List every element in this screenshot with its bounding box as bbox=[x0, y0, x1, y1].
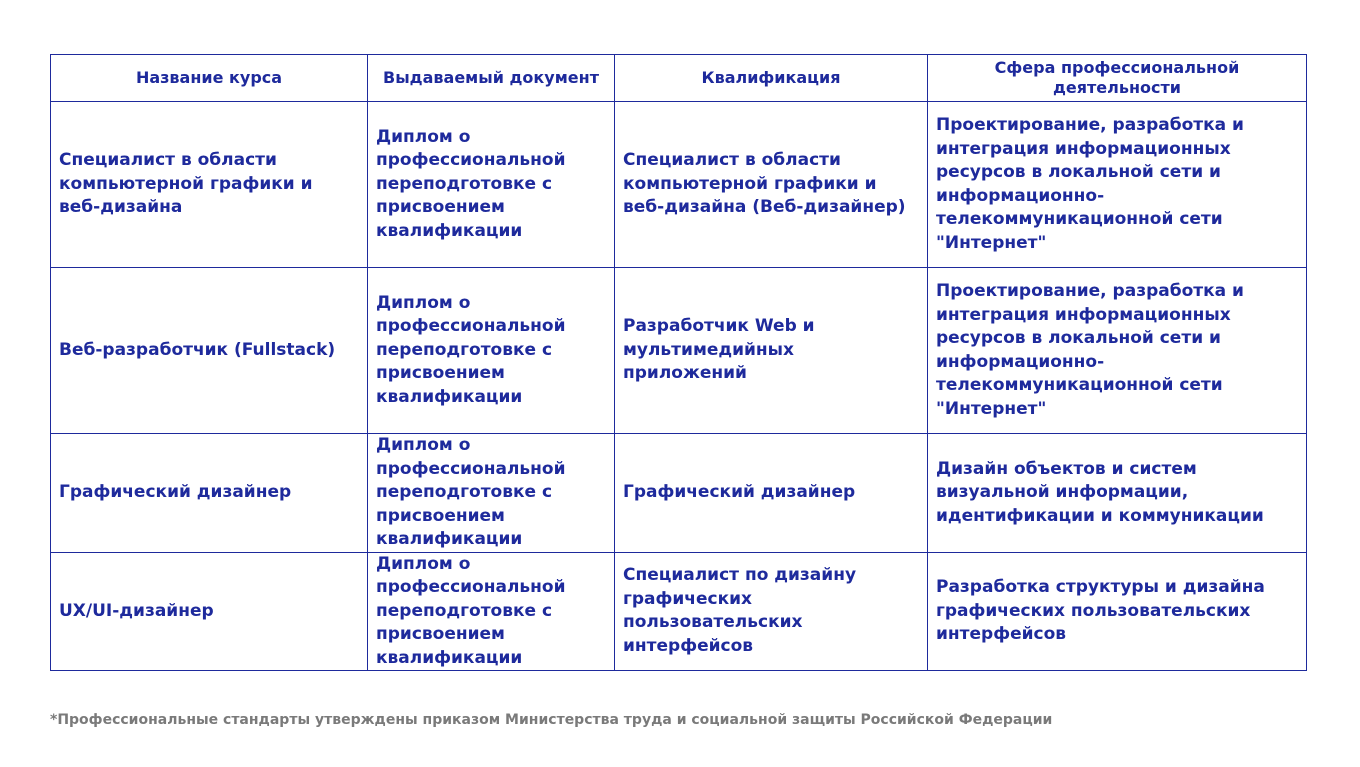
header-sphere: Сфера профессиональной деятельности bbox=[928, 55, 1307, 102]
cell-qualification: Специалист в области компьютерной графики и веб-дизайна (Веб-дизайнер) bbox=[615, 102, 928, 268]
table-row bbox=[51, 102, 1307, 268]
cell-qualification: Разработчик Web и мультимедийных приложений bbox=[615, 268, 928, 434]
cell-sphere: Разработка структуры и дизайна графических пользовательских интерфейсов bbox=[928, 552, 1307, 671]
cell-document: Диплом о профессиональной переподготовке с присвоением квалификации bbox=[368, 268, 615, 434]
cell-sphere: Дизайн объектов и систем визуальной информации, идентификации и коммуникации bbox=[928, 434, 1307, 553]
cell-course: Веб-разработчик (Fullstack) bbox=[51, 268, 368, 434]
cell-document: Диплом о профессиональной переподготовке с присвоением квалификации bbox=[368, 552, 615, 671]
cell-sphere: Проектирование, разработка и интеграция информационных ресурсов в локальной сети и информационно-телекоммуникационной сети "Интернет" bbox=[928, 102, 1307, 268]
header-document: Выдаваемый документ bbox=[368, 55, 615, 102]
cell-document: Диплом о профессиональной переподготовке с присвоением квалификации bbox=[368, 102, 615, 268]
table-row bbox=[51, 434, 1307, 553]
courses-table bbox=[50, 54, 1307, 671]
header-qualification: Квалификация bbox=[615, 55, 928, 102]
cell-course: Графический дизайнер bbox=[51, 434, 368, 553]
table-row bbox=[51, 552, 1307, 671]
footnote: *Профессиональные стандарты утверждены приказом Министерства труда и социальной защиты Российской Федерации bbox=[50, 712, 1053, 728]
cell-qualification: Специалист по дизайну графических пользовательских интерфейсов bbox=[615, 552, 928, 671]
cell-document: Диплом о профессиональной переподготовке с присвоением квалификации bbox=[368, 434, 615, 553]
table-header-row bbox=[51, 55, 1307, 102]
cell-course: Специалист в области компьютерной графики и веб-дизайна bbox=[51, 102, 368, 268]
cell-sphere: Проектирование, разработка и интеграция информационных ресурсов в локальной сети и информационно-телекоммуникационной сети "Интернет" bbox=[928, 268, 1307, 434]
cell-qualification: Графический дизайнер bbox=[615, 434, 928, 553]
cell-course: UX/UI-дизайнер bbox=[51, 552, 368, 671]
table-row bbox=[51, 268, 1307, 434]
header-course-name: Название курса bbox=[51, 55, 368, 102]
